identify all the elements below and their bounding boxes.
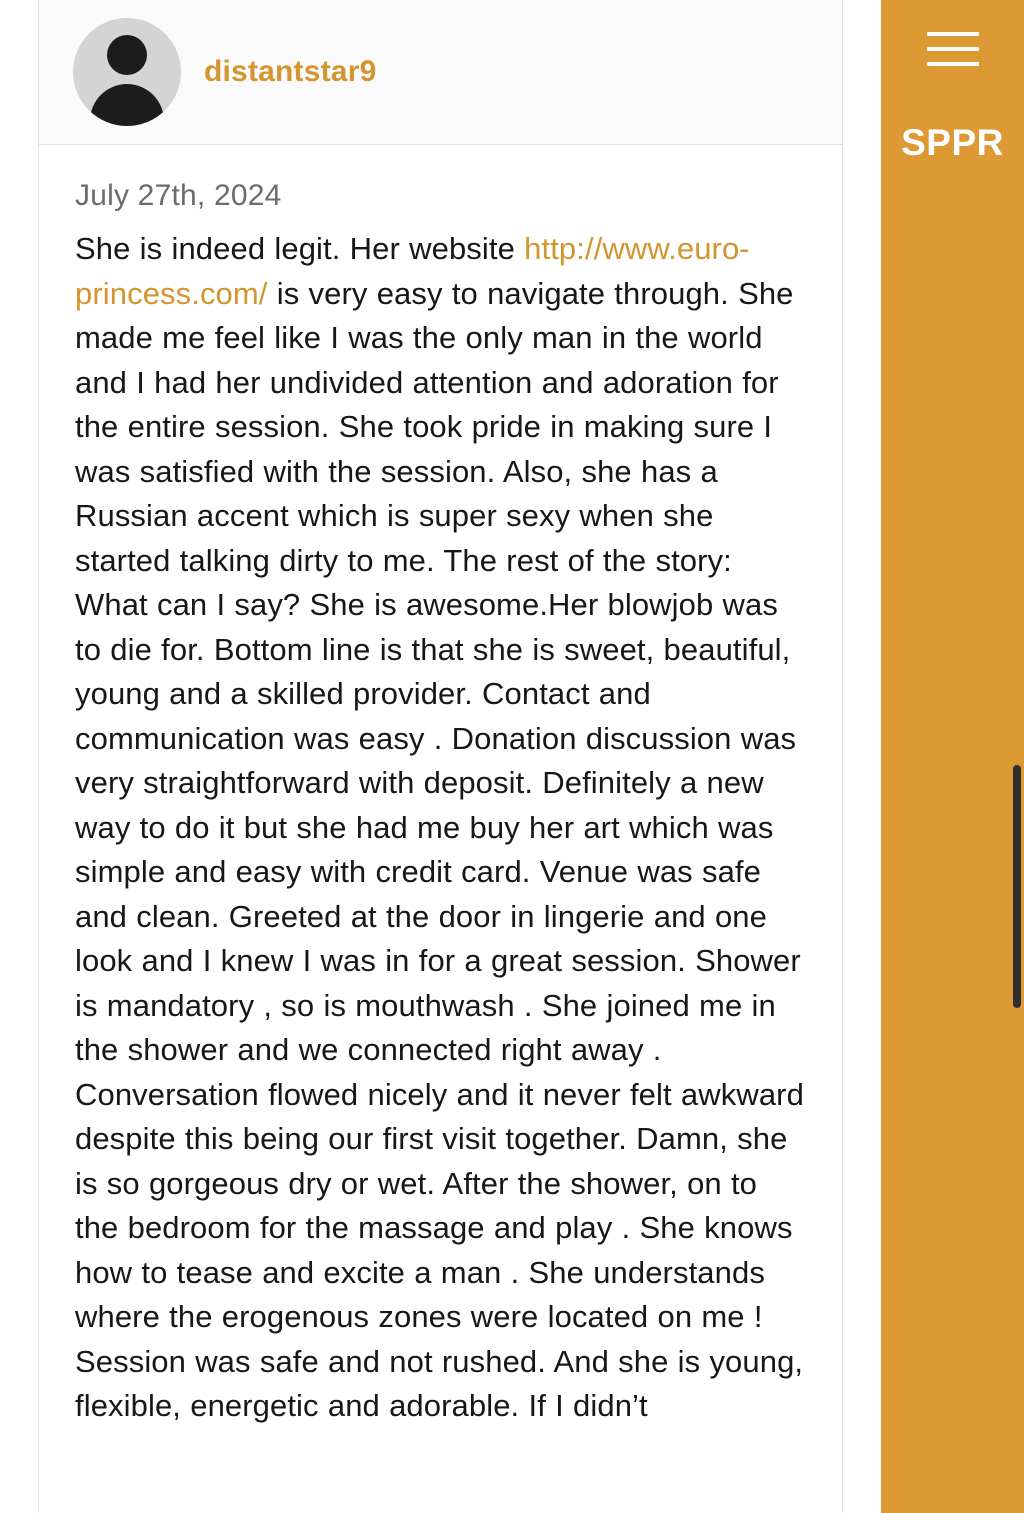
scrollbar-thumb[interactable]: [1013, 765, 1021, 1008]
user-avatar-icon[interactable]: [73, 18, 181, 126]
hamburger-bar-3: [927, 62, 979, 66]
right-sidebar: [881, 0, 1024, 1513]
post-text-after-link: is very easy to navigate through. She made me feel like I was the only man in the world and I had her undivided attention and adoration for the entire session. She took pride in making sure I was satisfied with the session. Also, she has a Russian accent which is super sexy when she started talking dirty to me. The rest of the story: What can I say? She is awesome.Her blowjob was to die for. Bottom line is that she is sweet, beautiful, young and a skilled provider. Contact and communication was easy . Donation discussion was very straightforward with deposit. Definitely a new way to do it but she had me buy her art which was simple and easy with credit card. Venue was safe and clean. Greeted at the door in lingerie and one look and I knew I was in for a great session. Shower is mandatory , so is mouthwash . She joined me in the shower and we connected right away . Conversation flowed nicely and it never felt awkward despite this being our first visit together. Damn, she is so gorgeous dry or wet. After the shower, on to the bedroom for the massage and play . She knows how to tease and excite a man . She understands where the erogenous zones were located on me ! Session was safe and not rushed. And she is young, flexible, energetic and adorable. If I didn’t: [75, 275, 804, 1423]
post-text: [75, 227, 806, 1429]
post-author-link[interactable]: distantstar9: [204, 55, 377, 88]
hamburger-bar-1: [927, 32, 979, 36]
post-text-before-link: She is indeed legit. Her website: [75, 231, 525, 266]
post-body: [39, 145, 842, 1429]
hamburger-menu-icon[interactable]: [927, 32, 979, 72]
avatar-head-shape: [107, 35, 147, 75]
post-header: [39, 0, 842, 145]
external-website-link[interactable]: http://www.euro-princess.com/: [75, 231, 750, 311]
site-brand-logo[interactable]: SPPR: [901, 122, 1004, 163]
page-scrollbar[interactable]: [1013, 0, 1021, 1513]
post-container: [38, 0, 843, 1513]
avatar-body-shape: [90, 84, 164, 126]
post-date: July 27th, 2024: [75, 179, 282, 212]
hamburger-bar-2: [927, 47, 979, 51]
